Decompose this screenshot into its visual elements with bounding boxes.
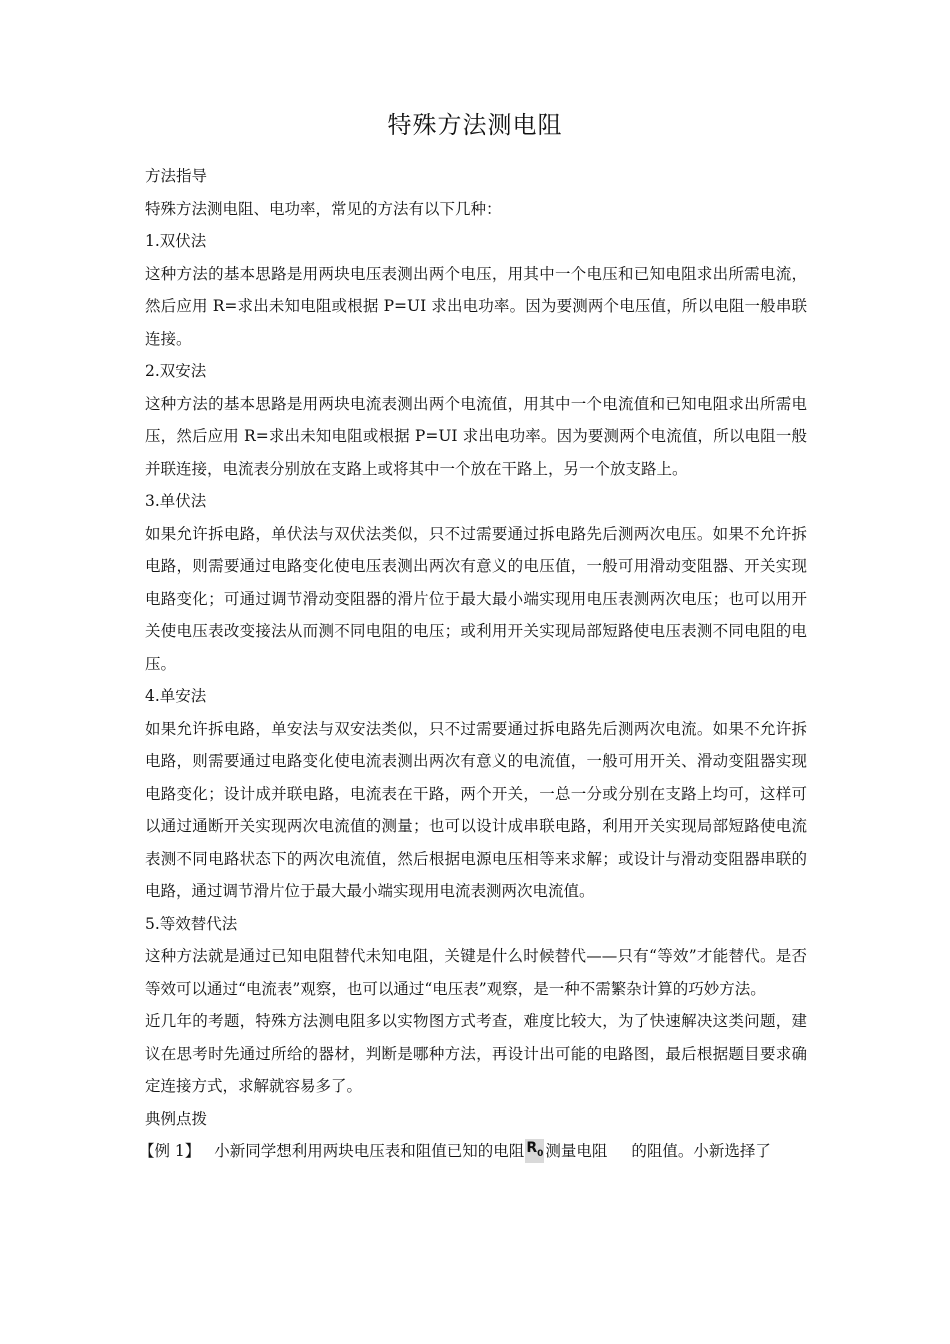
intro-paragraph: 特殊方法测电阻、电功率，常见的方法有以下几种： (145, 199, 502, 218)
method-heading-double-voltmeter: 1.双伏法 (145, 232, 207, 250)
method-body-single-ammeter: 如果允许拆电路，单安法与双安法类似，只不过需要通过拆电路先后测两次电流。如果不允许拆电路，则需要通过电路变化使电流表测出两次有意义的电流值，一般可用开关、滑动变阻器实现电路变化；设计成并联电路，电流表在干路，两个开关，一总一分或分别在支路上均可，这样可以通过通断开关实现两次电流值的测量；也可以设计成串联电路，利用开关实现局部短路使电流表测不同电路状态下的两次电流值，然后根据电源电压相等来求解；或设计与滑动变阻器串联的电路，通过调节滑片位于最大最小端实现用电流表测两次电流值。 (145, 719, 807, 900)
example-tag: 【例 1】 (139, 1142, 201, 1160)
method-body-single-voltmeter: 如果允许拆电路，单伏法与双伏法类似，只不过需要通过拆电路先后测两次电压。如果不允许拆电路，则需要通过电路变化使电压表测出两次有意义的电压值，一般可用滑动变阻器、开关实现电路变化；可通过调节滑动变阻器的滑片位于最大最小端实现用电压表测两次电压；也可以用开关使电压表改变接法从而测不同电阻的电压；或利用开关实现局部短路使电压表测不同电阻的电压。 (145, 524, 807, 673)
section-heading-method-guide: 方法指导 (145, 167, 208, 185)
summary-paragraph: 近几年的考题，特殊方法测电阻多以实物图方式考查，难度比较大，为了快速解决这类问题，建议在思考时先通过所给的器材，判断是哪种方法，再设计出可能的电路图，最后根据题目要求确定连接方式，求解就容易多了。 (145, 1012, 807, 1095)
example-text-before: 小新同学想利用两块电压表和阻值已知的电阻 (214, 1142, 525, 1160)
method-body-double-ammeter: 这种方法的基本思路是用两块电流表测出两个电流值，用其中一个电流值和已知电阻求出所需电压，然后应用 R=求出未知电阻或根据 P=UI 求出电功率。因为要测两个电流值，所以电阻一般并联连接，电流表分别放在支路上或将其中一个放在干路上，另一个放支路上。 (145, 394, 807, 478)
example-1-line (139, 1135, 807, 1168)
method-heading-equivalent-substitution: 5.等效替代法 (145, 914, 238, 933)
method-heading-double-ammeter: 2.双安法 (145, 362, 207, 380)
document-body (139, 160, 807, 1168)
document-title: 特殊方法测电阻 (387, 111, 563, 139)
section-heading-examples: 典例点拨 (145, 1109, 208, 1128)
r0-symbol: R (526, 1140, 538, 1157)
method-heading-single-ammeter: 4.单安法 (145, 687, 207, 705)
method-heading-single-voltmeter: 3.单伏法 (145, 492, 207, 510)
method-body-equivalent-substitution: 这种方法就是通过已知电阻替代未知电阻，关键是什么时候替代——只有“等效”才能替代。是否等效可以通过“电流表”观察，也可以通过“电压表”观察，是一种不需繁杂计算的巧妙方法。 (145, 947, 807, 998)
example-text-middle: 测量电阻 (545, 1142, 608, 1160)
example-text-after: 的阻值。小新选择了 (631, 1142, 771, 1160)
method-body-double-voltmeter: 这种方法的基本思路是用两块电压表测出两个电压，用其中一个电压和已知电阻求出所需电流，然后应用 R=求出未知电阻或根据 P=UI 求出电功率。因为要测两个电压值，所以电阻一般串联连接。 (145, 264, 807, 348)
r0-subscript: 0 (537, 1149, 544, 1160)
r0-formula-image (525, 1139, 544, 1163)
